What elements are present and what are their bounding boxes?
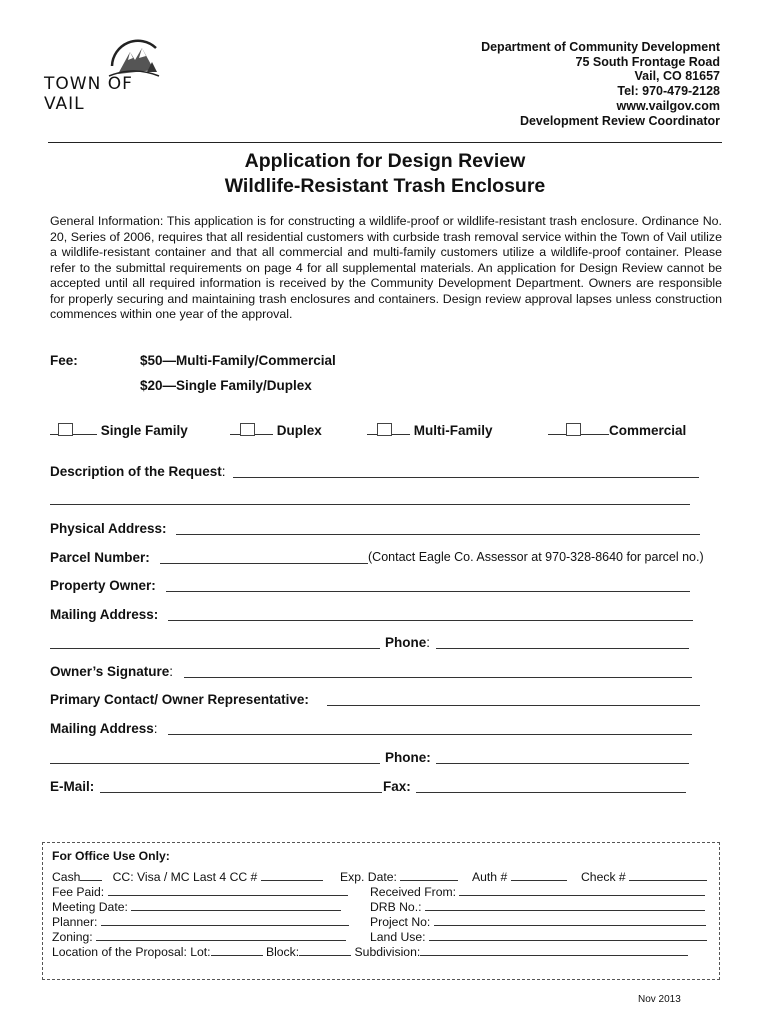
phone-2-label: Phone: xyxy=(385,750,431,765)
property-owner-label: Property Owner: xyxy=(50,578,156,593)
phone-field[interactable] xyxy=(436,648,689,649)
physical-address-label: Physical Address: xyxy=(50,521,167,536)
planner-field[interactable] xyxy=(101,914,349,926)
received-from-row xyxy=(370,884,705,899)
website: www.vailgov.com xyxy=(616,98,720,113)
land-use-row xyxy=(370,929,707,944)
check-field[interactable] xyxy=(629,869,707,881)
single-family-label: Single Family xyxy=(100,423,188,438)
description-field[interactable] xyxy=(233,477,699,478)
owners-signature-label: Owner’s Signature: xyxy=(50,664,174,679)
received-from-field[interactable] xyxy=(459,884,705,896)
block-label: Block: xyxy=(265,945,300,959)
project-no-field[interactable] xyxy=(434,914,706,926)
duplex-label: Duplex xyxy=(276,423,322,438)
lot-field[interactable] xyxy=(211,944,263,956)
title-line-2: Wildlife-Resistant Trash Enclosure xyxy=(224,175,546,197)
general-information: General Information: This application is for constructing a wildlife-proof or wildlife-resistant trash enclosure. Ordinance No. 20, Series of 2006, requires that all residential customers with curbside trash removal service within the Town of Vail utilize a wildlife-resistant container and that all commercial and multi-family customers utilize a wildlife-proof container. Please refer to the submittal requirements on page 4 for all supplemental materials. An application for Design Review cannot be accepted until all required information is received by the Community Development Department. Owners are responsible for properly securing and maintaining trash enclosures and containers. Design review approval lapses unless construction commences within one year of the approval. xyxy=(50,214,722,321)
title-line-1: Application for Design Review xyxy=(244,150,526,172)
owners-signature-field[interactable] xyxy=(184,677,692,678)
description-label: Description of the Request: xyxy=(50,464,226,479)
fee-label: Fee: xyxy=(50,353,78,368)
commercial-label: Commercial xyxy=(609,423,687,438)
email-label: E-Mail: xyxy=(50,779,95,794)
fee-paid-row xyxy=(52,884,348,899)
town-logo xyxy=(44,36,169,114)
parcel-number-field[interactable] xyxy=(160,563,368,564)
description-field-2[interactable] xyxy=(50,504,690,505)
fee-paid-label: Fee Paid: xyxy=(52,885,105,899)
fee-option-1: $50—Multi-Family/Commercial xyxy=(140,353,336,368)
type-duplex[interactable] xyxy=(230,423,322,438)
parcel-number-label: Parcel Number: xyxy=(50,550,150,565)
drb-no-field[interactable] xyxy=(425,899,705,911)
multi-family-label: Multi-Family xyxy=(413,423,493,438)
parcel-note: (Contact Eagle Co. Assessor at 970-328-8640 for parcel no.) xyxy=(368,550,704,564)
mailing-address-2-field-2[interactable] xyxy=(50,763,380,764)
zoning-field[interactable] xyxy=(96,929,346,941)
zoning-row xyxy=(52,929,346,944)
duplex-checkbox[interactable] xyxy=(240,423,255,436)
planner-label: Planner: xyxy=(52,915,98,929)
drb-no-row xyxy=(370,899,705,914)
phone-label: Phone: xyxy=(385,635,431,650)
single-family-checkbox[interactable] xyxy=(58,423,73,436)
auth-label: Auth # xyxy=(472,870,508,884)
subdivision-label: Subdivision: xyxy=(354,945,421,959)
drb-no-label: DRB No.: xyxy=(370,900,422,914)
logo-text: TOWN OF VAIL xyxy=(44,74,133,114)
auth-field[interactable] xyxy=(511,869,567,881)
mailing-address-2-field[interactable] xyxy=(168,734,692,735)
office-row-check xyxy=(581,869,707,884)
office-row-exp xyxy=(340,869,458,884)
mailing-address-label: Mailing Address: xyxy=(50,607,159,622)
phone-2-field[interactable] xyxy=(436,763,689,764)
fee-option-2: $20—Single Family/Duplex xyxy=(140,378,312,393)
subdivision-field[interactable] xyxy=(420,944,688,956)
physical-address-field[interactable] xyxy=(176,534,700,535)
department-name: Department of Community Development xyxy=(481,40,720,54)
exp-field[interactable] xyxy=(400,869,458,881)
office-use-box xyxy=(42,842,720,980)
cc-field[interactable] xyxy=(261,869,323,881)
exp-label: Exp. Date: xyxy=(340,870,397,884)
primary-contact-label: Primary Contact/ Owner Representative: xyxy=(50,692,309,707)
city-state-zip: Vail, CO 81657 xyxy=(634,69,720,84)
multi-family-checkbox[interactable] xyxy=(377,423,392,436)
meeting-date-label: Meeting Date: xyxy=(52,900,128,914)
office-row-payment xyxy=(52,869,323,884)
block-field[interactable] xyxy=(299,944,351,956)
primary-contact-field[interactable] xyxy=(327,705,700,706)
telephone: Tel: 970-479-2128 xyxy=(617,84,720,99)
type-multi-family[interactable] xyxy=(367,423,493,438)
meeting-date-field[interactable] xyxy=(131,899,341,911)
project-no-row xyxy=(370,914,706,929)
mailing-address-field[interactable] xyxy=(168,620,693,621)
fee-paid-field[interactable] xyxy=(108,884,348,896)
cash-field[interactable] xyxy=(80,869,102,881)
form-title xyxy=(0,149,770,199)
project-no-label: Project No: xyxy=(370,915,431,929)
email-field[interactable] xyxy=(100,792,382,793)
land-use-field[interactable] xyxy=(429,929,707,941)
fax-label: Fax: xyxy=(383,779,411,794)
type-commercial[interactable] xyxy=(548,423,686,438)
received-from-label: Received From: xyxy=(370,885,457,899)
location-label: Location of the Proposal: Lot: xyxy=(52,945,211,959)
coordinator: Development Review Coordinator xyxy=(519,113,720,128)
address-block xyxy=(481,40,720,128)
cc-label: CC: Visa / MC Last 4 CC # xyxy=(112,870,258,884)
property-owner-field[interactable] xyxy=(166,591,690,592)
mailing-address-2-label: Mailing Address: xyxy=(50,721,158,736)
location-row xyxy=(52,944,688,959)
zoning-label: Zoning: xyxy=(52,930,93,944)
street-address: 75 South Frontage Road xyxy=(575,54,720,69)
office-heading: For Office Use Only: xyxy=(52,849,170,863)
meeting-date-row xyxy=(52,899,341,914)
commercial-checkbox[interactable] xyxy=(566,423,581,436)
cash-label: Cash xyxy=(52,870,81,884)
office-row-auth xyxy=(472,869,567,884)
fax-field[interactable] xyxy=(416,792,686,793)
header-divider xyxy=(48,142,722,143)
planner-row xyxy=(52,914,349,929)
land-use-label: Land Use: xyxy=(370,930,426,944)
type-single-family[interactable] xyxy=(50,423,188,438)
mailing-address-field-2[interactable] xyxy=(50,648,380,649)
footer-date: Nov 2013 xyxy=(638,994,681,1005)
check-label: Check # xyxy=(581,870,626,884)
